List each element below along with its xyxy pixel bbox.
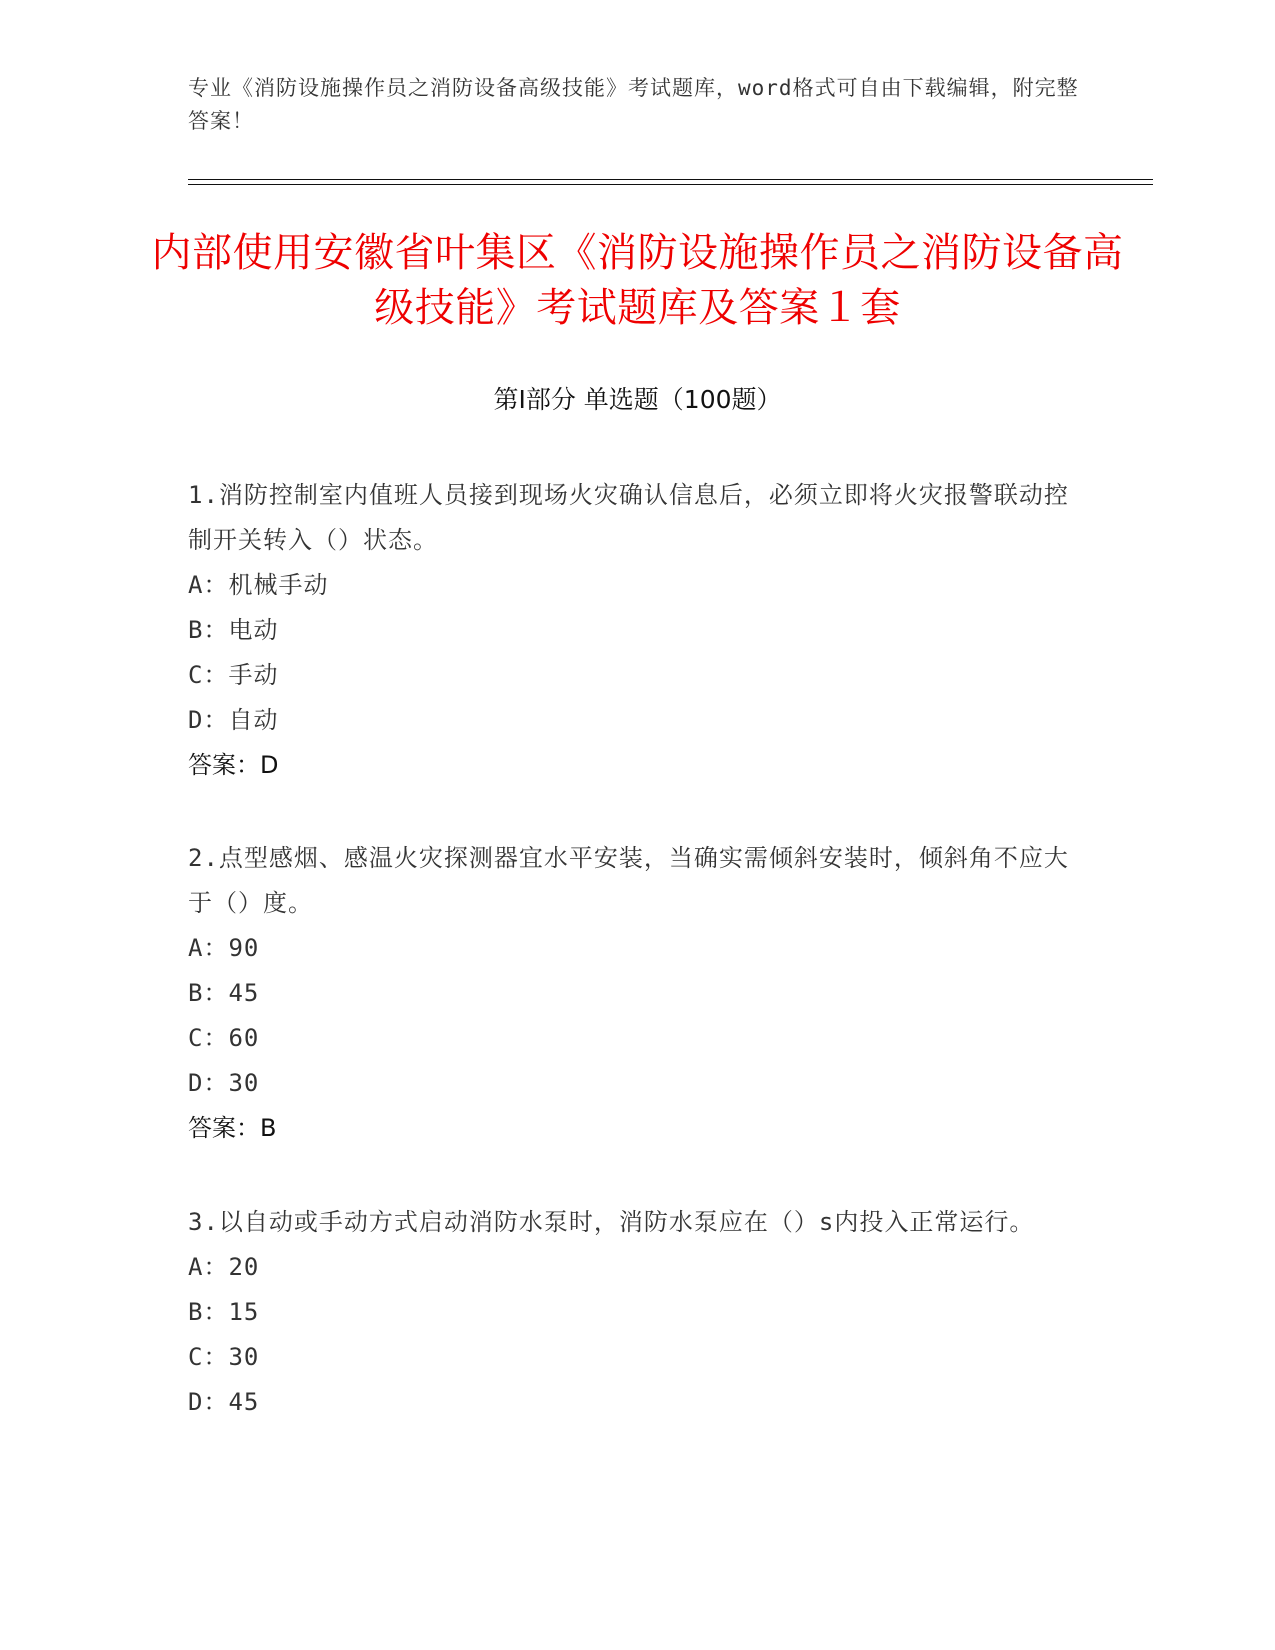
option-c: C：手动 — [188, 661, 279, 689]
question-3 — [188, 1200, 1078, 1425]
header-divider-top — [188, 179, 1153, 180]
question-1 — [188, 473, 1078, 788]
option-d: D：30 — [188, 1069, 260, 1097]
option-a: A：90 — [188, 934, 260, 962]
option-d: D：45 — [188, 1388, 260, 1416]
question-2 — [188, 836, 1078, 1151]
option-a: A：20 — [188, 1253, 260, 1281]
option-b: B：电动 — [188, 616, 279, 644]
section-heading: 第Ⅰ部分 单选题（100题） — [493, 385, 782, 414]
option-b: B：15 — [188, 1298, 260, 1326]
header-note: 专业《消防设施操作员之消防设备高级技能》考试题库，word格式可自由下载编辑，附完整答案！ — [188, 76, 1079, 133]
document-title: 内部使用安徽省叶集区《消防设施操作员之消防设备高级技能》考试题库及答案１套 — [151, 230, 1124, 331]
header-divider-bottom — [188, 184, 1153, 185]
question-stem: 3.以自动或手动方式启动消防水泵时，消防水泵应在（）s内投入正常运行。 — [188, 1208, 1035, 1236]
option-c: C：60 — [188, 1024, 260, 1052]
option-b: B：45 — [188, 979, 260, 1007]
answer-line: 答案：D — [188, 751, 279, 779]
answer-line: 答案：B — [188, 1114, 277, 1142]
question-stem: 1.消防控制室内值班人员接到现场火灾确认信息后，必须立即将火灾报警联动控制开关转入（）状态。 — [188, 481, 1069, 554]
option-a: A：机械手动 — [188, 571, 329, 599]
option-d: D：自动 — [188, 706, 279, 734]
question-stem: 2.点型感烟、感温火灾探测器宜水平安装，当确实需倾斜安装时，倾斜角不应大于（）度。 — [188, 844, 1069, 917]
option-c: C：30 — [188, 1343, 260, 1371]
